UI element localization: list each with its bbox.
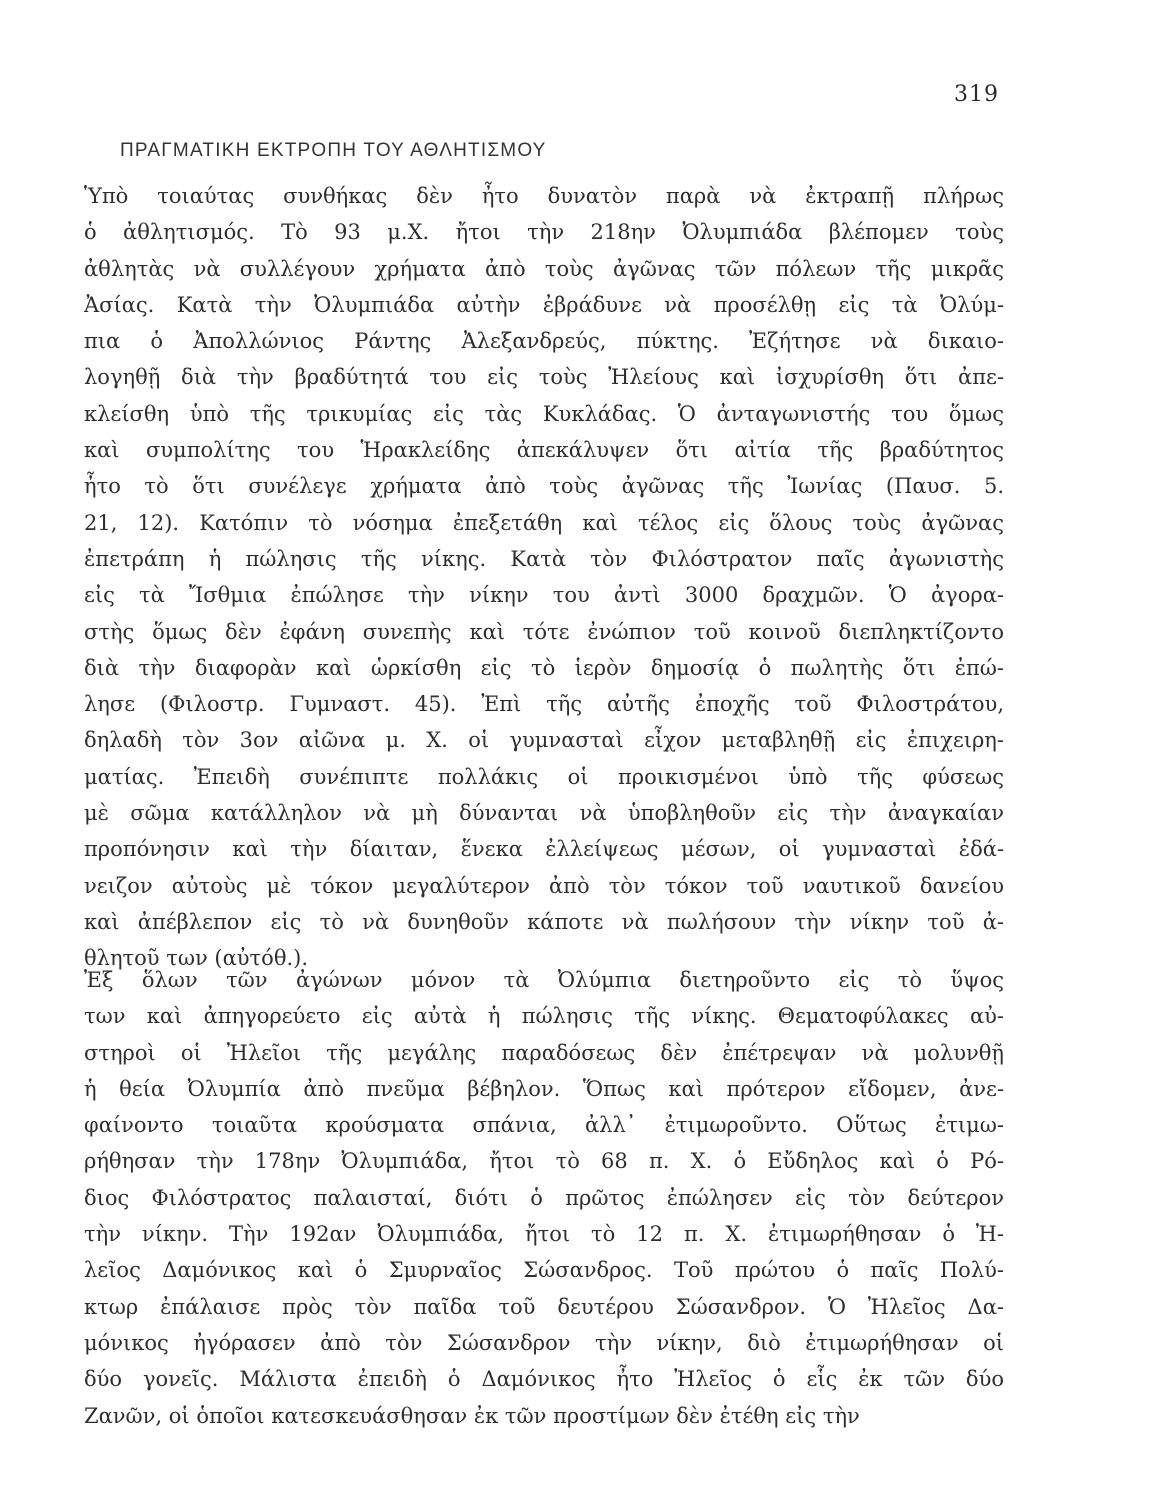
page-number: 319	[954, 82, 999, 107]
text-line: Ζανῶν, οἱ ὁποῖοι κατεσκευάσθησαν ἐκ τῶν προστίμων δὲν ἐτέθη εἰς τὴν	[84, 1403, 860, 1428]
text-line: Ἀσίας. Κατὰ τὴν Ὀλυμπιάδα αὐτὴν ἐβράδυνε νὰ προσέλθῃ εἰς τὰ Ὀλύμ-	[84, 292, 1004, 317]
text-line: κτωρ ἐπάλαισε πρὸς τὸν παῖδα τοῦ δευτέρου Σώσανδρον. Ὁ Ἠλεῖος Δα-	[84, 1294, 1004, 1319]
text-line: ρήθησαν τὴν 178ην Ὀλυμπιάδα, ἤτοι τὸ 68 π. Χ. ὁ Εὔδηλος καὶ ὁ Ρό-	[84, 1149, 1004, 1174]
text-line: ἐπετράπη ἡ πώλησις τῆς νίκης. Κατὰ τὸν Φιλόστρατον παῖς ἀγωνιστὴς	[84, 546, 1004, 571]
text-line: μόνικος ἠγόρασεν ἀπὸ τὸν Σώσανδρον τὴν νίκην, διὸ ἐτιμωρήθησαν οἱ	[84, 1330, 1004, 1355]
text-line: θλητοῦ των (αὐτόθ.).	[84, 946, 309, 971]
text-line: δύο γονεῖς. Μάλιστα ἐπειδὴ ὁ Δαμόνικος ἦτο Ἠλεῖος ὁ εἷς ἐκ τῶν δύο	[84, 1367, 1004, 1392]
text-line: ἦτο τὸ ὅτι συνέλεγε χρήματα ἀπὸ τοὺς ἀγῶνας τῆς Ἰωνίας (Παυσ. 5.	[84, 474, 1004, 499]
text-line: λησε (Φιλοστρ. Γυμναστ. 45). Ἐπὶ τῆς αὐτῆς ἐποχῆς τοῦ Φιλοστράτου,	[84, 692, 1004, 717]
text-line: καὶ συμπολίτης του Ἡρακλείδης ἀπεκάλυψεν ὅτι αἰτία τῆς βραδύτητος	[84, 438, 1004, 463]
text-line: των καὶ ἀπηγορεύετο εἰς αὐτὰ ἡ πώλησις τῆς νίκης. Θεματοφύλακες αὐ-	[84, 1004, 1004, 1029]
text-line: προπόνησιν καὶ τὴν δίαιταν, ἕνεκα ἐλλείψεως μέσων, οἱ γυμνασταὶ ἐδά-	[84, 837, 1004, 862]
text-line: καὶ ἀπέβλεπον εἰς τὸ νὰ δυνηθοῦν κάποτε νὰ πωλήσουν τὴν νίκην τοῦ ἀ-	[84, 909, 1004, 934]
paragraph-1	[84, 178, 1004, 977]
text-line: μὲ σῶμα κατάλληλον νὰ μὴ δύνανται νὰ ὑποβληθοῦν εἰς τὴν ἀναγκαίαν	[84, 801, 1004, 826]
section-heading: ΠΡΑΓΜΑΤΙΚΗ ΕΚΤΡΟΠΗ ΤΟΥ ΑΘΛΗΤΙΣΜΟΥ	[120, 140, 547, 161]
text-line: εἰς τὰ Ἴσθμια ἐπώλησε τὴν νίκην του ἀντὶ 3000 δραχμῶν. Ὁ ἀγορα-	[84, 583, 1004, 608]
text-line: Ἐξ ὅλων τῶν ἀγώνων μόνον τὰ Ὀλύμπια διετηροῦντο εἰς τὸ ὕψος	[84, 968, 1004, 992]
text-line: ἡ θεία Ὀλυμπία ἀπὸ πνεῦμα βέβηλον. Ὅπως καὶ πρότερον εἴδομεν, ἀνε-	[84, 1076, 1004, 1101]
text-line: φαίνοντο τοιαῦτα κρούσματα σπάνια, ἀλλ᾽ ἐτιμωροῦντο. Οὕτως ἐτιμω-	[84, 1113, 1004, 1138]
text-line: κλείσθη ὑπὸ τῆς τρικυμίας εἰς τὰς Κυκλάδας. Ὁ ἀνταγωνιστής του ὅμως	[84, 401, 1004, 426]
text-line: ματίας. Ἐπειδὴ συνέπιπτε πολλάκις οἱ προικισμένοι ὑπὸ τῆς φύσεως	[84, 764, 1004, 789]
text-line: πια ὁ Ἀπολλώνιος Ράντης Ἀλεξανδρεύς, πύκτης. Ἐζήτησε νὰ δικαιο-	[84, 329, 1004, 354]
text-line: Ὑπὸ τοιαύτας συνθήκας δὲν ἦτο δυνατὸν παρὰ νὰ ἐκτραπῇ πλήρως	[84, 184, 1004, 208]
text-line: λογηθῇ διὰ τὴν βραδύτητά του εἰς τοὺς Ἠλείους καὶ ἰσχυρίσθη ὅτι ἀπε-	[84, 365, 1004, 390]
text-line: νειζον αὐτοὺς μὲ τόκον μεγαλύτερον ἀπὸ τὸν τόκον τοῦ ναυτικοῦ δανείου	[84, 873, 1004, 898]
paragraph-2	[84, 962, 1004, 1434]
text-line: τὴν νίκην. Τὴν 192αν Ὀλυμπιάδα, ἤτοι τὸ 12 π. Χ. ἐτιμωρήθησαν ὁ Ἠ-	[84, 1222, 1004, 1247]
text-line: λεῖος Δαμόνικος καὶ ὁ Σμυρναῖος Σώσανδρος. Τοῦ πρώτου ὁ παῖς Πολύ-	[84, 1258, 1004, 1283]
text-line: ὁ ἀθλητισμός. Τὸ 93 μ.Χ. ἤτοι τὴν 218ην Ὀλυμπιάδα βλέπομεν τοὺς	[84, 220, 1004, 245]
text-line: διὰ τὴν διαφορὰν καὶ ὡρκίσθη εἰς τὸ ἱερὸν δημοσίᾳ ὁ πωλητὴς ὅτι ἐπώ-	[84, 655, 1004, 680]
text-line: 21, 12). Κατόπιν τὸ νόσημα ἐπεξετάθη καὶ τέλος εἰς ὅλους τοὺς ἀγῶνας	[84, 510, 1004, 535]
text-line: διος Φιλόστρατος παλαισταί, διότι ὁ πρῶτος ἐπώλησεν εἰς τὸν δεύτερον	[84, 1185, 1004, 1210]
text-line: στὴς ὅμως δὲν ἐφάνη συνεπὴς καὶ τότε ἐνώπιον τοῦ κοινοῦ διεπληκτίζοντο	[84, 619, 1004, 644]
text-line: στηροὶ οἱ Ἠλεῖοι τῆς μεγάλης παραδόσεως δὲν ἐπέτρεψαν νὰ μολυνθῇ	[84, 1040, 1004, 1065]
text-line: ἀθλητὰς νὰ συλλέγουν χρήματα ἀπὸ τοὺς ἀγῶνας τῶν πόλεων τῆς μικρᾶς	[84, 256, 1004, 281]
text-line: δηλαδὴ τὸν 3ον αἰῶνα μ. Χ. οἱ γυμνασταὶ εἶχον μεταβληθῇ εἰς ἐπιχειρη-	[84, 728, 1004, 753]
